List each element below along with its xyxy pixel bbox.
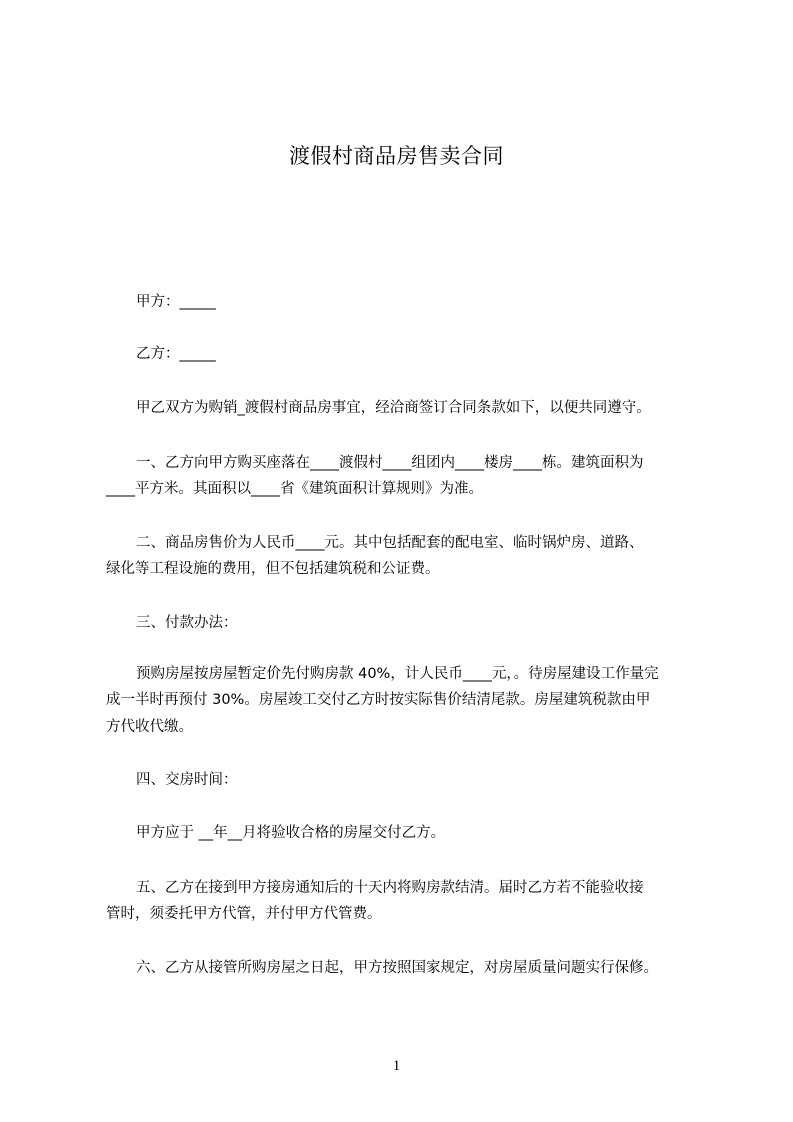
clause-5-line-1: 五、乙方在接到甲方接房通知后的十天内将购房款结清。届时乙方若不能验收接 — [136, 880, 644, 896]
clause-2-line-2: 绿化等工程设施的费用，但不包括建筑税和公证费。 — [106, 561, 440, 577]
clause-1-line-1: 一、乙方向甲方购买座落在____渡假村____组团内____楼房____栋。建筑面积为 — [136, 455, 644, 471]
clause-6-line-1: 六、乙方从接管所购房屋之日起，甲方按照国家规定，对房屋质量问题实行保修。 — [136, 960, 658, 976]
clause-3-line-2: 成一半时再预付 30%。房屋竣工交付乙方时按实际售价结清尾款。房屋建筑税款由甲 — [106, 692, 651, 708]
clause-3-line-1: 预购房屋按房屋暂定价先付购房款 40%，计人民币____元，。待房屋建设工作量完 — [136, 666, 659, 682]
clause-4-line-1: 甲方应于 __年__月将验收合格的房屋交付乙方。 — [136, 825, 446, 841]
preamble-line: 甲乙双方为购销_渡假村商品房事宜，经洽商签订合同条款如下，以便共同遵守。 — [136, 400, 651, 416]
party-b-line: 乙方：_____ — [136, 346, 216, 362]
party-a-line: 甲方：_____ — [136, 294, 216, 310]
clause-3-line-3: 方代收代缴。 — [106, 719, 193, 735]
clause-4-heading: 四、交房时间： — [136, 772, 238, 788]
clause-3-heading: 三、付款办法： — [136, 615, 238, 631]
clause-1-line-2: ____平方米。其面积以____省《建筑面积计算规则》为准。 — [106, 481, 483, 497]
clause-5-line-2: 管时，须委托甲方代管，并付甲方代管费。 — [106, 906, 382, 922]
document-title: 渡假村商品房售卖合同 — [289, 144, 504, 168]
page-number: 1 — [392, 1058, 401, 1074]
clause-2-line-1: 二、商品房售价为人民币____元。其中包括配套的配电室、临时锅炉房、道路、 — [136, 535, 644, 551]
